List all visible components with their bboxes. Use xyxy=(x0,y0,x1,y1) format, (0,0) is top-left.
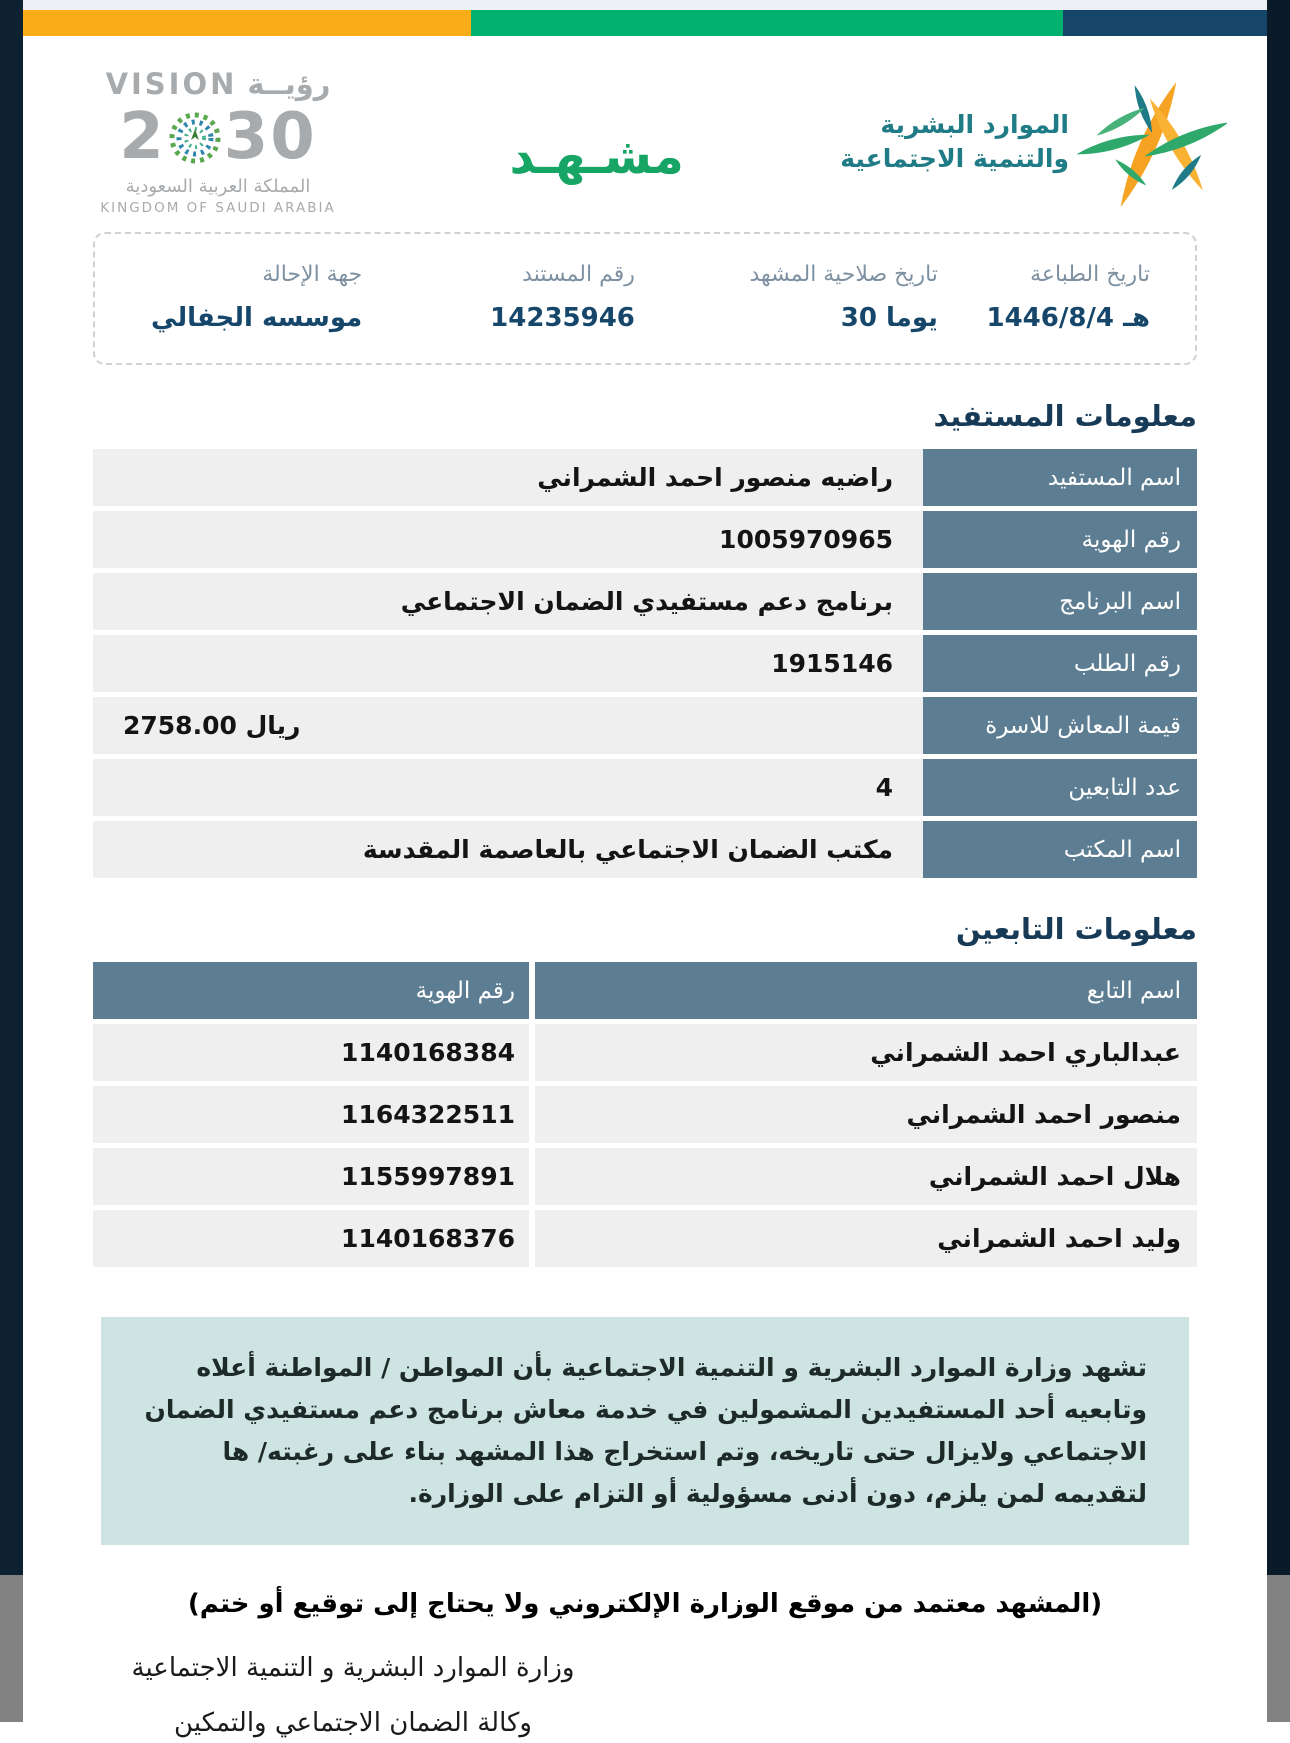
row-label: قيمة المعاش للاسرة xyxy=(923,697,1197,754)
kingdom-name-english: KINGDOM OF SAUDI ARABIA xyxy=(100,199,336,216)
ministry-starburst-icon xyxy=(1075,66,1227,218)
table-row xyxy=(93,1086,1197,1143)
table-row xyxy=(93,511,1197,568)
tricolor-band xyxy=(23,10,1267,36)
left-page-border xyxy=(0,0,23,1722)
meta-label: رقم المستند xyxy=(522,262,635,287)
table-row xyxy=(93,1210,1197,1267)
dependent-id: 1140168384 xyxy=(93,1024,529,1081)
stamp-note: (المشهد معتمد من موقع الوزارة الإلكتروني ولا يحتاج إلى توقيع أو ختم) xyxy=(187,1589,1103,1619)
band-orange-segment xyxy=(23,10,471,36)
row-value: برنامج دعم مستفيدي الضمان الاجتماعي xyxy=(93,573,923,630)
table-row xyxy=(93,697,1197,754)
attestation-box xyxy=(101,1317,1189,1545)
meta-value: 1446/8/4 هـ xyxy=(986,303,1150,333)
table-header-row xyxy=(93,962,1197,1019)
row-value: 1005970965 xyxy=(93,511,923,568)
vision-palm-mosaic-icon xyxy=(166,109,224,167)
document-meta-box xyxy=(93,232,1197,365)
vision-year-left: 2 xyxy=(119,100,166,175)
row-label: عدد التابعين xyxy=(923,759,1197,816)
ministry-logo xyxy=(840,66,1227,218)
table-row xyxy=(93,759,1197,816)
vision-year-right: 30 xyxy=(223,100,317,175)
dependent-id: 1140168376 xyxy=(93,1210,529,1267)
table-row xyxy=(93,1024,1197,1081)
row-label: اسم المكتب xyxy=(923,821,1197,878)
meta-value: 30 يوما xyxy=(840,303,938,333)
dependent-id: 1155997891 xyxy=(93,1148,529,1205)
table-row xyxy=(93,1148,1197,1205)
footer-ministry-line: وزارة الموارد البشرية و التنمية الاجتماعية xyxy=(131,1653,575,1683)
table-row xyxy=(93,573,1197,630)
dependent-id: 1164322511 xyxy=(93,1086,529,1143)
meta-print-date xyxy=(938,262,1150,333)
row-value: 2758.00 ريال xyxy=(93,697,923,754)
band-navy-segment xyxy=(1063,10,1267,36)
table-row xyxy=(93,449,1197,506)
right-page-border xyxy=(1267,0,1290,1722)
dependent-name: منصور احمد الشمراني xyxy=(535,1086,1197,1143)
row-value: راضيه منصور احمد الشمراني xyxy=(93,449,923,506)
dependent-name: عبدالباري احمد الشمراني xyxy=(535,1024,1197,1081)
footer-agency-line: وكالة الضمان الاجتماعي والتمكين xyxy=(174,1708,532,1738)
row-label: رقم الهوية xyxy=(923,511,1197,568)
band-green-segment xyxy=(471,10,1063,36)
vision-logo-ar: رؤيــة xyxy=(247,66,331,101)
column-header-id: رقم الهوية xyxy=(93,962,529,1019)
meta-value: 14235946 xyxy=(490,303,635,333)
beneficiary-section-title: معلومات المستفيد xyxy=(933,399,1197,433)
vision-logo-en: VISION xyxy=(105,66,238,101)
page-title: مشـهـد xyxy=(509,127,684,185)
column-header-name: اسم التابع xyxy=(535,962,1197,1019)
meta-document-number xyxy=(362,262,635,333)
footer-signature-block xyxy=(93,1649,613,1743)
row-label: اسم البرنامج xyxy=(923,573,1197,630)
meta-label: تاريخ الطباعة xyxy=(1030,262,1150,287)
meta-label: جهة الإحالة xyxy=(262,262,363,287)
document-header xyxy=(83,66,1227,218)
table-row xyxy=(93,821,1197,878)
dependent-name: هلال احمد الشمراني xyxy=(535,1148,1197,1205)
dependents-section-title: معلومات التابعين xyxy=(955,912,1197,946)
ministry-name-line1: الموارد البشرية xyxy=(880,110,1069,140)
dependents-table xyxy=(93,962,1197,1267)
top-strip xyxy=(23,0,1267,10)
kingdom-name-arabic: المملكة العربية السعودية xyxy=(125,175,311,197)
attestation-text: تشهد وزارة الموارد البشرية و التنمية الاجتماعية بأن المواطن / المواطنة أعلاه وتابعيه أحد المستفيدين المشمولين في خدمة معاش برنامج دعم مستفيدي الضمان الاجتماعي ولايزال حتى تاريخه، وتم استخراج هذا المشهد بناء على رغبته/ ها لتقديمه لمن يلزم، دون أدنى مسؤولية أو التزام على الوزارة. xyxy=(144,1353,1147,1508)
table-row xyxy=(93,635,1197,692)
meta-label: تاريخ صلاحية المشهد xyxy=(749,262,938,287)
meta-validity xyxy=(635,262,938,333)
row-value: 1915146 xyxy=(93,635,923,692)
beneficiary-info-table xyxy=(93,449,1197,878)
dependent-name: وليد احمد الشمراني xyxy=(535,1210,1197,1267)
row-label: رقم الطلب xyxy=(923,635,1197,692)
document-body xyxy=(93,399,1197,1743)
meta-value: موسسه الجفالي xyxy=(151,303,363,333)
row-value: 4 xyxy=(93,759,923,816)
ministry-name-line2: والتنمية الاجتماعية xyxy=(840,144,1069,173)
meta-referral-entity xyxy=(140,262,362,333)
row-label: اسم المستفيد xyxy=(923,449,1197,506)
vision-2030-logo xyxy=(83,66,353,216)
row-value: مكتب الضمان الاجتماعي بالعاصمة المقدسة xyxy=(93,821,923,878)
